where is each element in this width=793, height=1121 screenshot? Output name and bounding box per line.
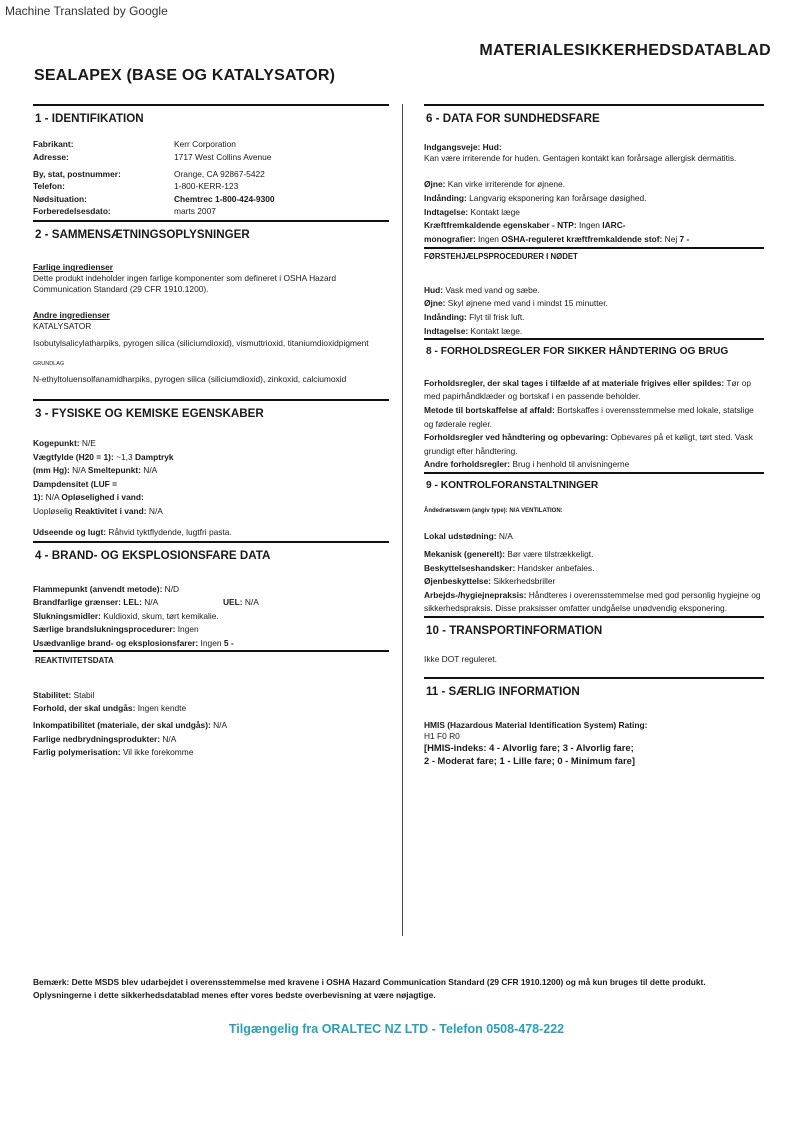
extinguishing-value: Kuldioxid, skum, tørt kemikalie. [100,610,219,621]
id-row [33,151,389,164]
section-3-heading: 3 - FYSISKE OG KEMISKE EGENSKABER [33,399,389,423]
specific-gravity-value: ~1,3 [113,451,135,462]
stability-value: Stabil [71,689,95,700]
hmis-index-line-1: [HMIS-indeks: 4 - Alvorlig fare; 3 - Alvorlig fare; [424,741,634,753]
lel-value: N/A [141,597,159,608]
machine-translated-label: Machine Translated by Google [5,4,168,18]
first-aid-ingestion-key: Indtagelse: [424,325,469,336]
base-text: N-ethyltoluensolfanamidharpiks, pyrogen silica (siliciumdioxid), zinkoxid, calciumoxid [33,374,347,385]
id-row [33,205,389,218]
first-aid-ingestion-value: Kontakt læge. [468,325,523,336]
section-6-heading: 6 - DATA FOR SUNDHEDSFARE [424,104,764,128]
hygiene-key: Arbejds-/hygiejnepraksis: [424,589,527,600]
first-aid-data [424,284,764,338]
monographs-value: Ingen [475,233,502,244]
polymerization-key: Farlig polymerisation: [33,747,121,758]
footer-note: Bemærk: Dette MSDS blev udarbejdet i overensstemmelse med kravene i OSHA Hazard Communication Standard (29 CFR 1910.1200) og må kun bruges til dette produkt. Oplysningerne i dette sikkerhedsdatablad menes efter vores bedste overbevisning at være nøjagtige. [33,977,706,1001]
waste-disposal-value: Bortskaffes i overensstemmelse med lokale, statslige og føderale regler. [424,404,754,429]
uel-value: N/A [242,597,259,608]
first-aid-skin-key: Hud: [424,284,444,295]
entry-routes-value: Kan være irriterende for huden. Gentagen kontakt kan forårsage allergisk dermatitis. [424,153,737,164]
handling-data [424,377,764,472]
handling-storage-value: Opbevares på et køligt, tørt sted. Vask grundigt efter håndtering. [424,432,753,456]
catalyst-label: KATALYSATOR [33,320,92,331]
id-value: Chemtrec 1-800-424-9300 [174,193,275,204]
document-title: MATERIALESIKKERHEDSDATABLAD [479,42,771,59]
unusual-hazards-value: Ingen [198,637,224,648]
first-aid-skin-value: Vask med vand og sæbe. [443,284,540,295]
product-title: SEALAPEX (BASE OG KATALYSATOR) [34,67,336,84]
spill-key: Forholdsregler, der skal tages i tilfælde af at materiale frigives eller spildes: [424,377,725,388]
id-key: Forberedelsesdato: [33,206,111,217]
id-key: Adresse: [33,151,69,162]
specific-gravity-key: Vægtfylde (H20 = 1): [33,451,114,462]
id-value: Kerr Corporation [174,139,236,150]
id-row [33,168,389,181]
gloves-key: Beskyttelseshandsker: [424,562,516,573]
spill-value: Tør op med papirhåndklæder og bortskaf i en passende beholder. [424,377,752,402]
entry-routes-key: Indgangsveje: Hud: [424,142,502,153]
transport-text: Ikke DOT reguleret. [424,654,497,665]
reactivity-water-key: Reaktivitet i vand: [74,505,147,516]
id-value: 1-800-KERR-123 [174,181,239,192]
section-5-number: 5 - [223,637,234,648]
respiratory-protection: Åndedrætsværn (angiv type): N/A VENTILATION: [424,508,563,515]
id-row [33,193,389,206]
melting-point-key: Smeltepunkt: [87,465,141,476]
iarc-key: IARC- [602,220,626,231]
id-row [33,180,389,193]
local-exhaust-value: N/A [496,531,513,542]
ingestion-key: Indtagelse: [424,206,469,217]
id-value: marts 2007 [174,206,216,217]
hmis-rating-key: HMIS (Hazardous Material Identification System) Rating: [424,719,648,730]
identification-table [33,138,389,218]
eyes-key: Øjne: [424,179,446,190]
gloves-value: Handsker anbefales. [515,562,595,573]
hazardous-ingredients-text: Dette produkt indeholder ingen farlige komponenter som defineret i OSHA Hazard Communication Standard (29 CFR 1910.1200). [33,273,337,295]
first-aid-inhalation-key: Indånding: [424,312,467,323]
section-10-heading: 10 - TRANSPORTINFORMATION [424,616,764,640]
mechanical-value: Bør være tilstrækkeligt. [504,548,594,559]
vapor-density-value: N/A [43,492,62,503]
id-key: Nødsituation: [33,193,87,204]
base-label: GRUNDLAG [33,360,65,367]
decomposition-value: N/A [160,733,177,744]
section-2-heading: 2 - SAMMENSÆTNINGSOPLYSNINGER [33,220,389,244]
column-divider [402,104,403,936]
conditions-avoid-value: Ingen kendte [135,702,187,713]
incompatibility-value: N/A [210,720,228,731]
conditions-avoid-key: Forhold, der skal undgås: [33,702,136,713]
special-procedures-value: Ingen [175,624,199,635]
appearance-key: Udseende og lugt: [33,527,107,538]
unusual-hazards-key: Usædvanlige brand- og eksplosionsfarer: [33,637,199,648]
stability-key: Stabilitet: [33,689,72,700]
other-ingredients-label: Andre ingredienser [33,309,110,320]
other-precautions-value: Brug i henhold til anvisningerne [510,459,630,470]
polymerization-value: Vil ikke forekomme [120,747,194,758]
id-value: Orange, CA 92867-5422 [174,168,265,179]
left-column [33,104,389,760]
reactivity-water-value: N/A [146,505,163,516]
section-8-heading: 8 - FORHOLDSREGLER FOR SIKKER HÅNDTERING OG BRUG [424,338,764,360]
id-row [33,138,389,151]
physical-properties [33,437,389,539]
osha-carcinogen-value: Nej [662,233,680,244]
vapor-pressure-key: Damptryk [134,451,174,462]
mechanical-key: Mekanisk (generelt): [424,548,505,559]
flash-point-value: N/D [162,583,180,594]
first-aid-inhalation-value: Flyt til frisk luft. [466,312,525,323]
catalyst-text: Isobutylsalicylatharpiks, pyrogen silica (siliciumdioxid), vismuttrioxid, titaniumdioxidpigment [33,337,369,348]
uel-key: UEL: [223,597,243,608]
flammable-limits-key: Brandfarlige grænser: LEL: [33,597,142,608]
section-1-heading: 1 - IDENTIFIKATION [33,104,389,128]
section-7-number: 7 - [679,233,690,244]
first-aid-eyes-value: Skyl øjnene med vand i mindst 15 minutter. [445,298,608,309]
fire-hazard-data [33,583,389,650]
right-column [424,104,764,767]
carcinogenicity-key: Kræftfremkaldende egenskaber - NTP: [424,220,577,231]
inhalation-value: Langvarig eksponering kan forårsage døsighed. [466,193,647,204]
health-hazard-data [424,178,764,246]
section-9-heading: 9 - KONTROLFORANSTALTNINGER [424,472,764,494]
vapor-density-key: Dampdensitet (LUF = [33,478,117,489]
vapor-pressure-value: N/A [69,465,88,476]
hmis-rating-value: H1 F0 R0 [424,730,460,741]
appearance-value: Råhvid tyktflydende, lugtfri pasta. [106,527,232,538]
eye-protection-key: Øjenbeskyttelse: [424,576,492,587]
eyes-value: Kan virke irriterende for øjnene. [445,179,566,190]
control-measures [424,530,764,616]
solubility-key: Opløselighed i vand: [61,492,144,503]
incompatibility-key: Inkompatibilitet (materiale, der skal undgås): [33,720,211,731]
melting-point-value: N/A [140,465,158,476]
boiling-point-key: Kogepunkt: [33,438,80,449]
mm-hg-key: (mm Hg): [33,465,70,476]
first-aid-eyes-key: Øjne: [424,298,446,309]
id-key: Telefon: [33,181,65,192]
id-key: By, stat, postnummer: [33,168,121,179]
special-procedures-key: Særlige brandslukningsprocedurer: [33,624,176,635]
section-5-heading: REAKTIVITETSDATA [33,650,389,669]
other-precautions-key: Andre forholdsregler: [424,459,511,470]
decomposition-key: Farlige nedbrydningsprodukter: [33,733,161,744]
availability-line: Tilgængelig fra ORALTEC NZ LTD - Telefon 0508-478-222 [228,1022,565,1036]
handling-storage-key: Forholdsregler ved håndtering og opbevaring: [424,432,609,443]
local-exhaust-key: Lokal udstødning: [424,531,497,542]
reactivity-data [33,689,389,760]
hazardous-ingredients-label: Farlige ingredienser [33,262,114,273]
solubility-value: Uopløselig [33,505,75,516]
hmis-index-line-2: 2 - Moderat fare; 1 - Lille fare; 0 - Minimum fare] [424,754,635,766]
monographs-key: monografier: [424,233,476,244]
osha-carcinogen-key: OSHA-reguleret kræftfremkaldende stof: [501,233,663,244]
waste-disposal-key: Metode til bortskaffelse af affald: [424,404,555,415]
section-4-heading: 4 - BRAND- OG EKSPLOSIONSFARE DATA [33,541,389,565]
vapor-density-key-cont: 1): [33,492,44,503]
inhalation-key: Indånding: [424,193,467,204]
flash-point-key: Flammepunkt (anvendt metode): [33,583,163,594]
section-11-heading: 11 - SÆRLIG INFORMATION [424,677,764,701]
id-key: Fabrikant: [33,139,74,150]
eye-protection-value: Sikkerhedsbriller [491,576,556,587]
extinguishing-key: Slukningsmidler: [33,610,101,621]
id-value: 1717 West Collins Avenue [174,151,272,162]
section-7-heading: FØRSTEHJÆLPSPROCEDURER I NØDET [424,247,764,262]
carcinogenicity-value: Ingen [576,220,603,231]
boiling-point-value: N/E [79,438,96,449]
hygiene-value: Håndteres i overensstemmelse med god personlig hygiejne og sikkerhedspraksis. Disse praksisser omfatter undgåelse unødvendig eksponering. [424,589,761,614]
ingestion-value: Kontakt læge [468,206,520,217]
